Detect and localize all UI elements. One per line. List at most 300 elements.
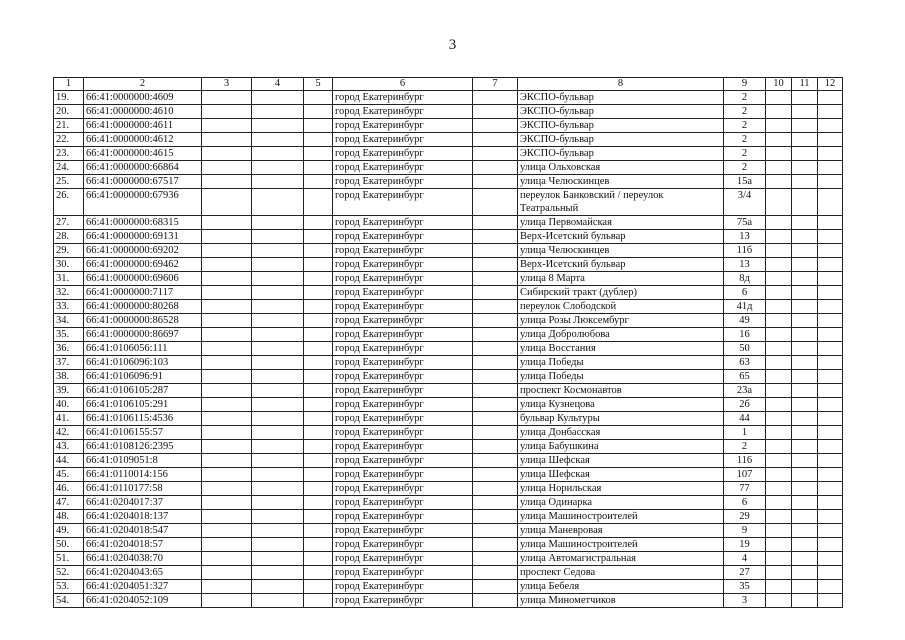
street-cell: улица Ольховская (518, 161, 724, 175)
col3-cell (202, 258, 252, 272)
street-cell: улица Маневровая (518, 524, 724, 538)
cadastral-number-cell: 66:41:0000000:69202 (84, 244, 202, 258)
cadastral-number-cell: 66:41:0000000:80268 (84, 300, 202, 314)
row-number-cell: 26. (54, 189, 84, 216)
col4-cell (252, 286, 304, 300)
col3-cell (202, 286, 252, 300)
col5-cell (304, 161, 333, 175)
col4-cell (252, 468, 304, 482)
col10-cell (766, 454, 792, 468)
col12-cell (818, 384, 843, 398)
col10-cell (766, 147, 792, 161)
col11-cell (792, 272, 818, 286)
column-header-10: 10 (766, 78, 792, 91)
col3-cell (202, 398, 252, 412)
col11-cell (792, 216, 818, 230)
city-cell: город Екатеринбург (333, 161, 473, 175)
city-cell: город Екатеринбург (333, 105, 473, 119)
city-cell: город Екатеринбург (333, 258, 473, 272)
col11-cell (792, 314, 818, 328)
col5-cell (304, 147, 333, 161)
col5-cell (304, 468, 333, 482)
street-cell: переулок Слободской (518, 300, 724, 314)
col12-cell (818, 119, 843, 133)
col11-cell (792, 510, 818, 524)
row-number-cell: 21. (54, 119, 84, 133)
col10-cell (766, 91, 792, 105)
col3-cell (202, 552, 252, 566)
col12-cell (818, 510, 843, 524)
col12-cell (818, 342, 843, 356)
col10-cell (766, 580, 792, 594)
col11-cell (792, 147, 818, 161)
city-cell: город Екатеринбург (333, 468, 473, 482)
col12-cell (818, 566, 843, 580)
street-cell: улица Кузнецова (518, 398, 724, 412)
city-cell: город Екатеринбург (333, 286, 473, 300)
cadastral-number-cell: 66:41:0000000:86528 (84, 314, 202, 328)
col10-cell (766, 398, 792, 412)
city-cell: город Екатеринбург (333, 370, 473, 384)
street-cell: улица Автомагистральная (518, 552, 724, 566)
street-cell: Сибирский тракт (дублер) (518, 286, 724, 300)
col7-cell (473, 482, 518, 496)
col10-cell (766, 342, 792, 356)
table-row (54, 496, 843, 510)
street-cell: проспект Седова (518, 566, 724, 580)
cadastral-number-cell: 66:41:0000000:68315 (84, 216, 202, 230)
row-number-cell: 25. (54, 175, 84, 189)
row-number-cell: 19. (54, 91, 84, 105)
col4-cell (252, 566, 304, 580)
street-cell: улица Минометчиков (518, 594, 724, 608)
col10-cell (766, 175, 792, 189)
table-row (54, 356, 843, 370)
city-cell: город Екатеринбург (333, 426, 473, 440)
col4-cell (252, 189, 304, 216)
col10-cell (766, 468, 792, 482)
col7-cell (473, 356, 518, 370)
house-number-cell: 15а (724, 175, 766, 189)
city-cell: город Екатеринбург (333, 552, 473, 566)
street-cell: улица Машиностроителей (518, 510, 724, 524)
col7-cell (473, 286, 518, 300)
col11-cell (792, 230, 818, 244)
street-cell: ЭКСПО-бульвар (518, 119, 724, 133)
column-header-9: 9 (724, 78, 766, 91)
street-cell: улица Машиностроителей (518, 538, 724, 552)
col5-cell (304, 175, 333, 189)
table-row (54, 482, 843, 496)
col4-cell (252, 342, 304, 356)
col12-cell (818, 482, 843, 496)
cadastral-number-cell: 66:41:0106096:91 (84, 370, 202, 384)
col3-cell (202, 105, 252, 119)
table-row (54, 161, 843, 175)
col7-cell (473, 314, 518, 328)
col5-cell (304, 328, 333, 342)
row-number-cell: 33. (54, 300, 84, 314)
column-header-5: 5 (304, 78, 333, 91)
city-cell: город Екатеринбург (333, 384, 473, 398)
house-number-cell: 50 (724, 342, 766, 356)
col7-cell (473, 524, 518, 538)
table-row (54, 189, 843, 216)
table-row (54, 147, 843, 161)
street-cell: улица 8 Марта (518, 272, 724, 286)
col3-cell (202, 384, 252, 398)
row-number-cell: 40. (54, 398, 84, 412)
house-number-cell: 4 (724, 552, 766, 566)
table-row (54, 105, 843, 119)
house-number-cell: 3 (724, 594, 766, 608)
house-number-cell: 1 (724, 426, 766, 440)
col12-cell (818, 356, 843, 370)
col5-cell (304, 244, 333, 258)
row-number-cell: 35. (54, 328, 84, 342)
street-cell: улица Бабушкина (518, 440, 724, 454)
col3-cell (202, 147, 252, 161)
house-number-cell: 6 (724, 496, 766, 510)
table-row (54, 454, 843, 468)
house-number-cell: 44 (724, 412, 766, 426)
house-number-cell: 23а (724, 384, 766, 398)
row-number-cell: 23. (54, 147, 84, 161)
col4-cell (252, 440, 304, 454)
col10-cell (766, 328, 792, 342)
row-number-cell: 34. (54, 314, 84, 328)
row-number-cell: 46. (54, 482, 84, 496)
col11-cell (792, 258, 818, 272)
cadastral-number-cell: 66:41:0000000:67517 (84, 175, 202, 189)
table-row (54, 300, 843, 314)
col5-cell (304, 482, 333, 496)
row-number-cell: 38. (54, 370, 84, 384)
row-number-cell: 22. (54, 133, 84, 147)
table-row (54, 175, 843, 189)
col4-cell (252, 91, 304, 105)
col11-cell (792, 328, 818, 342)
street-cell: Верх-Исетский бульвар (518, 230, 724, 244)
col12-cell (818, 244, 843, 258)
col11-cell (792, 105, 818, 119)
col12-cell (818, 133, 843, 147)
col7-cell (473, 161, 518, 175)
col11-cell (792, 175, 818, 189)
table-row (54, 580, 843, 594)
col3-cell (202, 412, 252, 426)
col10-cell (766, 412, 792, 426)
house-number-cell: 16 (724, 328, 766, 342)
col5-cell (304, 356, 333, 370)
col4-cell (252, 147, 304, 161)
city-cell: город Екатеринбург (333, 133, 473, 147)
street-cell: улица Одинарка (518, 496, 724, 510)
col12-cell (818, 216, 843, 230)
col5-cell (304, 454, 333, 468)
col4-cell (252, 161, 304, 175)
cadastral-number-cell: 66:41:0106105:291 (84, 398, 202, 412)
col12-cell (818, 230, 843, 244)
house-number-cell: 63 (724, 356, 766, 370)
col12-cell (818, 496, 843, 510)
city-cell: город Екатеринбург (333, 524, 473, 538)
col10-cell (766, 426, 792, 440)
col4-cell (252, 552, 304, 566)
house-number-cell: 35 (724, 580, 766, 594)
cadastral-number-cell: 66:41:0000000:4610 (84, 105, 202, 119)
col12-cell (818, 272, 843, 286)
col11-cell (792, 189, 818, 216)
table-row (54, 244, 843, 258)
col4-cell (252, 356, 304, 370)
col12-cell (818, 412, 843, 426)
col3-cell (202, 300, 252, 314)
row-number-cell: 49. (54, 524, 84, 538)
city-cell: город Екатеринбург (333, 91, 473, 105)
cadastral-number-cell: 66:41:0000000:4615 (84, 147, 202, 161)
cadastral-number-cell: 66:41:0204051:327 (84, 580, 202, 594)
table-row (54, 384, 843, 398)
col4-cell (252, 412, 304, 426)
city-cell: город Екатеринбург (333, 216, 473, 230)
cadastral-number-cell: 66:41:0204043:65 (84, 566, 202, 580)
header-row (54, 78, 843, 91)
street-cell: улица Победы (518, 356, 724, 370)
city-cell: город Екатеринбург (333, 440, 473, 454)
col7-cell (473, 119, 518, 133)
col11-cell (792, 580, 818, 594)
street-cell: улица Челюскинцев (518, 175, 724, 189)
col7-cell (473, 594, 518, 608)
row-number-cell: 53. (54, 580, 84, 594)
col3-cell (202, 272, 252, 286)
row-number-cell: 28. (54, 230, 84, 244)
house-number-cell: 2 (724, 91, 766, 105)
col5-cell (304, 552, 333, 566)
city-cell: город Екатеринбург (333, 342, 473, 356)
col11-cell (792, 133, 818, 147)
street-cell: улица Восстания (518, 342, 724, 356)
city-cell: город Екатеринбург (333, 230, 473, 244)
col7-cell (473, 384, 518, 398)
column-header-12: 12 (818, 78, 843, 91)
city-cell: город Екатеринбург (333, 454, 473, 468)
col5-cell (304, 342, 333, 356)
row-number-cell: 20. (54, 105, 84, 119)
col4-cell (252, 119, 304, 133)
col7-cell (473, 272, 518, 286)
street-cell: бульвар Культуры (518, 412, 724, 426)
street-cell: улица Первомайская (518, 216, 724, 230)
col7-cell (473, 175, 518, 189)
house-number-cell: 3/4 (724, 189, 766, 216)
col5-cell (304, 580, 333, 594)
cadastral-number-cell: 66:41:0000000:86697 (84, 328, 202, 342)
col11-cell (792, 440, 818, 454)
col7-cell (473, 426, 518, 440)
column-header-3: 3 (202, 78, 252, 91)
col12-cell (818, 594, 843, 608)
col3-cell (202, 230, 252, 244)
col5-cell (304, 105, 333, 119)
col12-cell (818, 300, 843, 314)
col11-cell (792, 482, 818, 496)
col4-cell (252, 133, 304, 147)
col4-cell (252, 594, 304, 608)
col10-cell (766, 119, 792, 133)
house-number-cell: 116 (724, 454, 766, 468)
house-number-cell: 2 (724, 105, 766, 119)
col7-cell (473, 300, 518, 314)
street-cell: Верх-Исетский бульвар (518, 258, 724, 272)
row-number-cell: 39. (54, 384, 84, 398)
col11-cell (792, 468, 818, 482)
col11-cell (792, 384, 818, 398)
col7-cell (473, 189, 518, 216)
col3-cell (202, 454, 252, 468)
col10-cell (766, 356, 792, 370)
row-number-cell: 52. (54, 566, 84, 580)
col7-cell (473, 496, 518, 510)
city-cell: город Екатеринбург (333, 189, 473, 216)
house-number-cell: 77 (724, 482, 766, 496)
col3-cell (202, 342, 252, 356)
col3-cell (202, 496, 252, 510)
col11-cell (792, 398, 818, 412)
col5-cell (304, 189, 333, 216)
col3-cell (202, 244, 252, 258)
col5-cell (304, 412, 333, 426)
street-cell: улица Челюскинцев (518, 244, 724, 258)
col7-cell (473, 91, 518, 105)
column-header-1: 1 (54, 78, 84, 91)
col5-cell (304, 258, 333, 272)
cadastral-number-cell: 66:41:0000000:4611 (84, 119, 202, 133)
cadastral-number-cell: 66:41:0109051:8 (84, 454, 202, 468)
col7-cell (473, 147, 518, 161)
col4-cell (252, 482, 304, 496)
table-row (54, 594, 843, 608)
col3-cell (202, 524, 252, 538)
cadastral-number-cell: 66:41:0110177:58 (84, 482, 202, 496)
house-number-cell: 2 (724, 147, 766, 161)
table-row (54, 538, 843, 552)
col7-cell (473, 538, 518, 552)
col10-cell (766, 300, 792, 314)
row-number-cell: 47. (54, 496, 84, 510)
col5-cell (304, 230, 333, 244)
street-cell: ЭКСПО-бульвар (518, 105, 724, 119)
col10-cell (766, 105, 792, 119)
table-row (54, 398, 843, 412)
table-row (54, 426, 843, 440)
house-number-cell: 41д (724, 300, 766, 314)
city-cell: город Екатеринбург (333, 538, 473, 552)
house-number-cell: 65 (724, 370, 766, 384)
table-row (54, 342, 843, 356)
col3-cell (202, 133, 252, 147)
col11-cell (792, 496, 818, 510)
col4-cell (252, 175, 304, 189)
table-row (54, 510, 843, 524)
row-number-cell: 29. (54, 244, 84, 258)
col4-cell (252, 538, 304, 552)
col3-cell (202, 440, 252, 454)
street-cell: улица Добролюбова (518, 328, 724, 342)
street-cell: улица Норильская (518, 482, 724, 496)
col4-cell (252, 370, 304, 384)
row-number-cell: 42. (54, 426, 84, 440)
col5-cell (304, 216, 333, 230)
city-cell: город Екатеринбург (333, 272, 473, 286)
col5-cell (304, 426, 333, 440)
col7-cell (473, 258, 518, 272)
col11-cell (792, 91, 818, 105)
col11-cell (792, 412, 818, 426)
col10-cell (766, 189, 792, 216)
street-cell: ЭКСПО-бульвар (518, 147, 724, 161)
table-row (54, 272, 843, 286)
col11-cell (792, 566, 818, 580)
col12-cell (818, 580, 843, 594)
city-cell: город Екатеринбург (333, 496, 473, 510)
house-number-cell: 49 (724, 314, 766, 328)
col4-cell (252, 230, 304, 244)
col12-cell (818, 314, 843, 328)
col5-cell (304, 286, 333, 300)
street-cell: переулок Банковский / переулок Театральный (518, 189, 724, 216)
house-number-cell: 107 (724, 468, 766, 482)
col7-cell (473, 412, 518, 426)
city-cell: город Екатеринбург (333, 119, 473, 133)
city-cell: город Екатеринбург (333, 594, 473, 608)
column-header-11: 11 (792, 78, 818, 91)
city-cell: город Екатеринбург (333, 356, 473, 370)
col12-cell (818, 454, 843, 468)
col5-cell (304, 314, 333, 328)
cadastral-number-cell: 66:41:0000000:69131 (84, 230, 202, 244)
col4-cell (252, 580, 304, 594)
col7-cell (473, 133, 518, 147)
row-number-cell: 27. (54, 216, 84, 230)
table-row (54, 91, 843, 105)
cadastral-number-cell: 66:41:0000000:7117 (84, 286, 202, 300)
col10-cell (766, 216, 792, 230)
col3-cell (202, 356, 252, 370)
house-number-cell: 6 (724, 286, 766, 300)
col12-cell (818, 175, 843, 189)
col12-cell (818, 398, 843, 412)
col4-cell (252, 510, 304, 524)
col7-cell (473, 552, 518, 566)
col12-cell (818, 147, 843, 161)
table-row (54, 524, 843, 538)
house-number-cell: 75а (724, 216, 766, 230)
col4-cell (252, 105, 304, 119)
row-number-cell: 32. (54, 286, 84, 300)
col11-cell (792, 552, 818, 566)
cadastral-number-cell: 66:41:0000000:67936 (84, 189, 202, 216)
col5-cell (304, 300, 333, 314)
cadastral-number-cell: 66:41:0106096:103 (84, 356, 202, 370)
cadastral-number-cell: 66:41:0204018:137 (84, 510, 202, 524)
col7-cell (473, 398, 518, 412)
city-cell: город Екатеринбург (333, 147, 473, 161)
col10-cell (766, 258, 792, 272)
street-cell: проспект Космонавтов (518, 384, 724, 398)
col12-cell (818, 370, 843, 384)
